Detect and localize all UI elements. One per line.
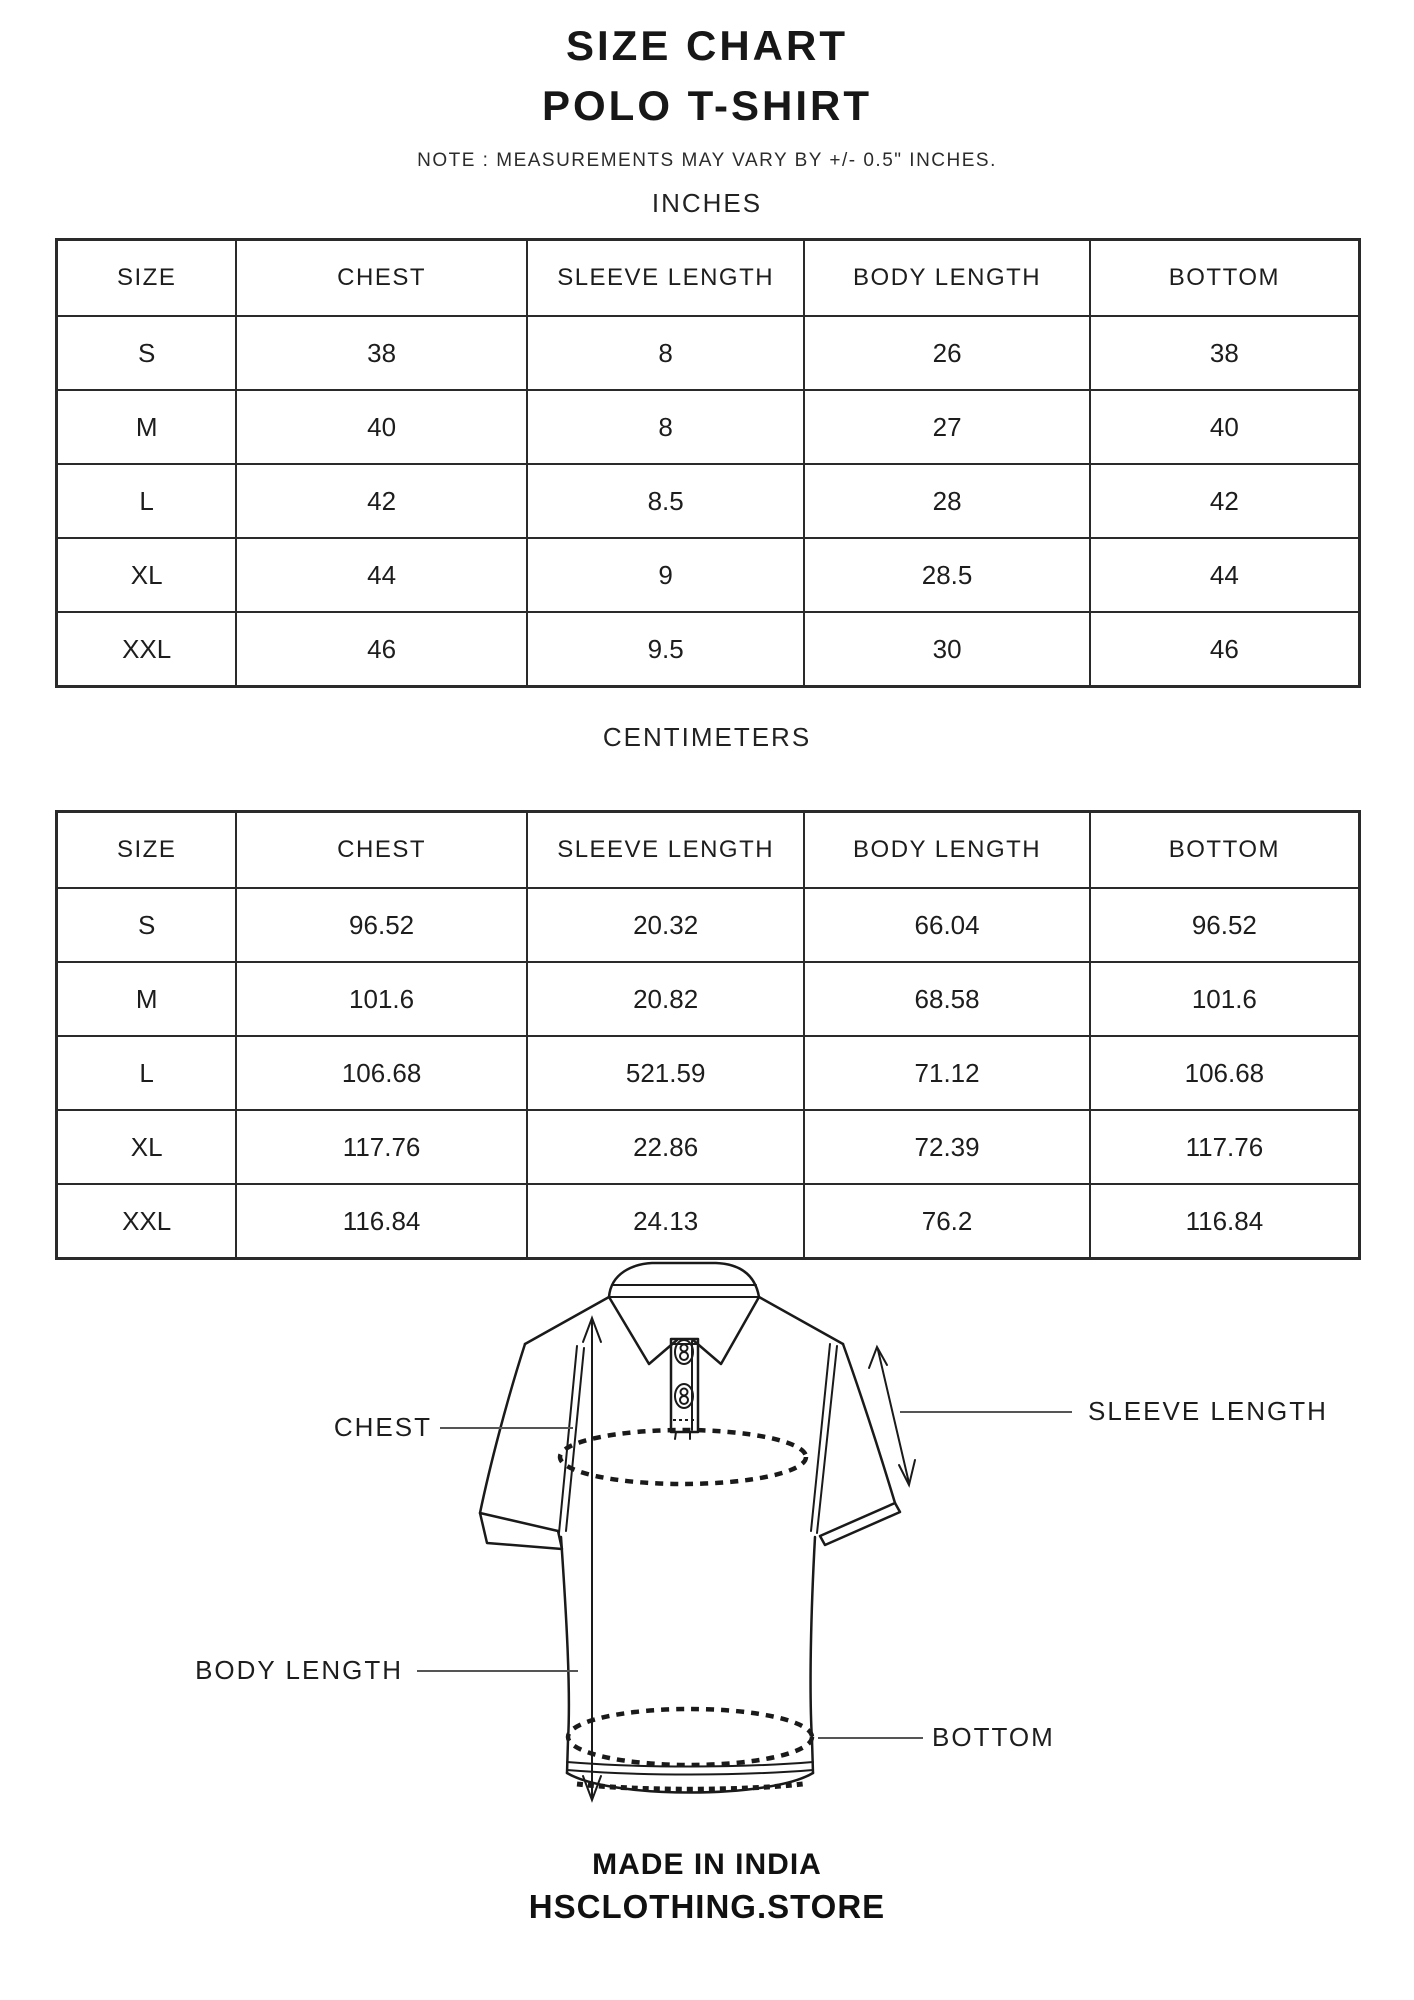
value-cell: 28.5 (804, 538, 1089, 612)
diagram-label-sleeve-length: SLEEVE LENGTH (1088, 1396, 1328, 1426)
made-in-label: MADE IN INDIA (592, 1848, 822, 1881)
size-cell: L (57, 464, 237, 538)
header-cell: CHEST (236, 240, 527, 317)
value-cell: 101.6 (236, 962, 527, 1036)
value-cell: 20.82 (527, 962, 805, 1036)
value-cell: 521.59 (527, 1036, 805, 1110)
left-sleeve-inner-seam (559, 1346, 584, 1533)
collar-cap (609, 1263, 759, 1297)
value-cell: 8 (527, 316, 805, 390)
header-cell: BOTTOM (1090, 812, 1360, 889)
table-row (57, 538, 1360, 612)
value-cell: 46 (1090, 612, 1360, 687)
size-cell: L (57, 1036, 237, 1110)
value-cell: 71.12 (804, 1036, 1089, 1110)
table-row (57, 612, 1360, 687)
chest-measure-ellipse (560, 1430, 806, 1484)
body-length-arrow (583, 1318, 601, 1800)
value-cell: 20.32 (527, 888, 805, 962)
table-row (57, 464, 1360, 538)
value-cell: 66.04 (804, 888, 1089, 962)
left-cuff-band (480, 1513, 562, 1549)
value-cell: 117.76 (236, 1110, 527, 1184)
header-cell: BOTTOM (1090, 240, 1360, 317)
table-row (57, 1110, 1360, 1184)
size-cell: XXL (57, 1184, 237, 1259)
value-cell: 106.68 (236, 1036, 527, 1110)
page-subtitle: POLO T-SHIRT (542, 82, 872, 129)
value-cell: 38 (1090, 316, 1360, 390)
centimeters-section-label: CENTIMETERS (602, 722, 812, 752)
right-sleeve-inner-seam (811, 1344, 837, 1533)
header-cell: CHEST (236, 812, 527, 889)
header-cell: SLEEVE LENGTH (527, 812, 805, 889)
value-cell: 68.58 (804, 962, 1089, 1036)
value-cell: 72.39 (804, 1110, 1089, 1184)
right-cuff-band (820, 1503, 900, 1545)
header-cell: SIZE (57, 812, 237, 889)
value-cell: 27 (804, 390, 1089, 464)
size-cell: XL (57, 1110, 237, 1184)
value-cell: 96.52 (1090, 888, 1360, 962)
polo-shirt-diagram (0, 1240, 1414, 1860)
diagram-label-body-length: BODY LENGTH (195, 1655, 403, 1685)
left-shoulder-seam (525, 1297, 609, 1344)
header-cell: BODY LENGTH (804, 812, 1089, 889)
size-table-centimeters (55, 810, 1361, 1260)
value-cell: 46 (236, 612, 527, 687)
value-cell: 96.52 (236, 888, 527, 962)
store-url-label: HSCLOTHING.STORE (528, 1888, 886, 1925)
diagram-label-chest: CHEST (333, 1412, 432, 1442)
inches-section-label: INCHES (651, 188, 763, 218)
table-row (57, 390, 1360, 464)
size-cell: M (57, 390, 237, 464)
value-cell: 40 (1090, 390, 1360, 464)
value-cell: 24.13 (527, 1184, 805, 1259)
value-cell: 116.84 (236, 1184, 527, 1259)
value-cell: 42 (236, 464, 527, 538)
header-cell: SIZE (57, 240, 237, 317)
size-table-inches (55, 238, 1361, 688)
button-icon (675, 1384, 693, 1408)
value-cell: 42 (1090, 464, 1360, 538)
value-cell: 8 (527, 390, 805, 464)
value-cell: 30 (804, 612, 1089, 687)
header-cell: SLEEVE LENGTH (527, 240, 805, 317)
button-icon (675, 1340, 693, 1364)
size-cell: S (57, 888, 237, 962)
size-cell: XL (57, 538, 237, 612)
value-cell: 76.2 (804, 1184, 1089, 1259)
header-row (57, 812, 1360, 889)
value-cell: 44 (236, 538, 527, 612)
value-cell: 9 (527, 538, 805, 612)
value-cell: 106.68 (1090, 1036, 1360, 1110)
collar-right-flap (693, 1297, 759, 1364)
measurement-note: NOTE : MEASUREMENTS MAY VARY BY +/- 0.5" INCHES. (417, 150, 997, 171)
right-shoulder-seam (759, 1297, 843, 1344)
value-cell: 44 (1090, 538, 1360, 612)
header-cell: BODY LENGTH (804, 240, 1089, 317)
table-row (57, 1036, 1360, 1110)
value-cell: 101.6 (1090, 962, 1360, 1036)
bottom-measure-ellipse (568, 1709, 812, 1765)
value-cell: 28 (804, 464, 1089, 538)
hem-band-line-1 (567, 1762, 813, 1767)
size-cell: S (57, 316, 237, 390)
value-cell: 8.5 (527, 464, 805, 538)
value-cell: 40 (236, 390, 527, 464)
table-row (57, 962, 1360, 1036)
table-row (57, 888, 1360, 962)
table-row (57, 316, 1360, 390)
size-cell: M (57, 962, 237, 1036)
hem-band-line-2 (567, 1770, 813, 1775)
value-cell: 117.76 (1090, 1110, 1360, 1184)
value-cell: 26 (804, 316, 1089, 390)
collar-left-flap (609, 1297, 677, 1364)
sleeve-length-arrow (869, 1347, 915, 1485)
header-row (57, 240, 1360, 317)
value-cell: 38 (236, 316, 527, 390)
value-cell: 22.86 (527, 1110, 805, 1184)
value-cell: 116.84 (1090, 1184, 1360, 1259)
diagram-label-bottom: BOTTOM (932, 1722, 1055, 1752)
value-cell: 9.5 (527, 612, 805, 687)
size-cell: XXL (57, 612, 237, 687)
page-title: SIZE CHART (566, 22, 848, 69)
